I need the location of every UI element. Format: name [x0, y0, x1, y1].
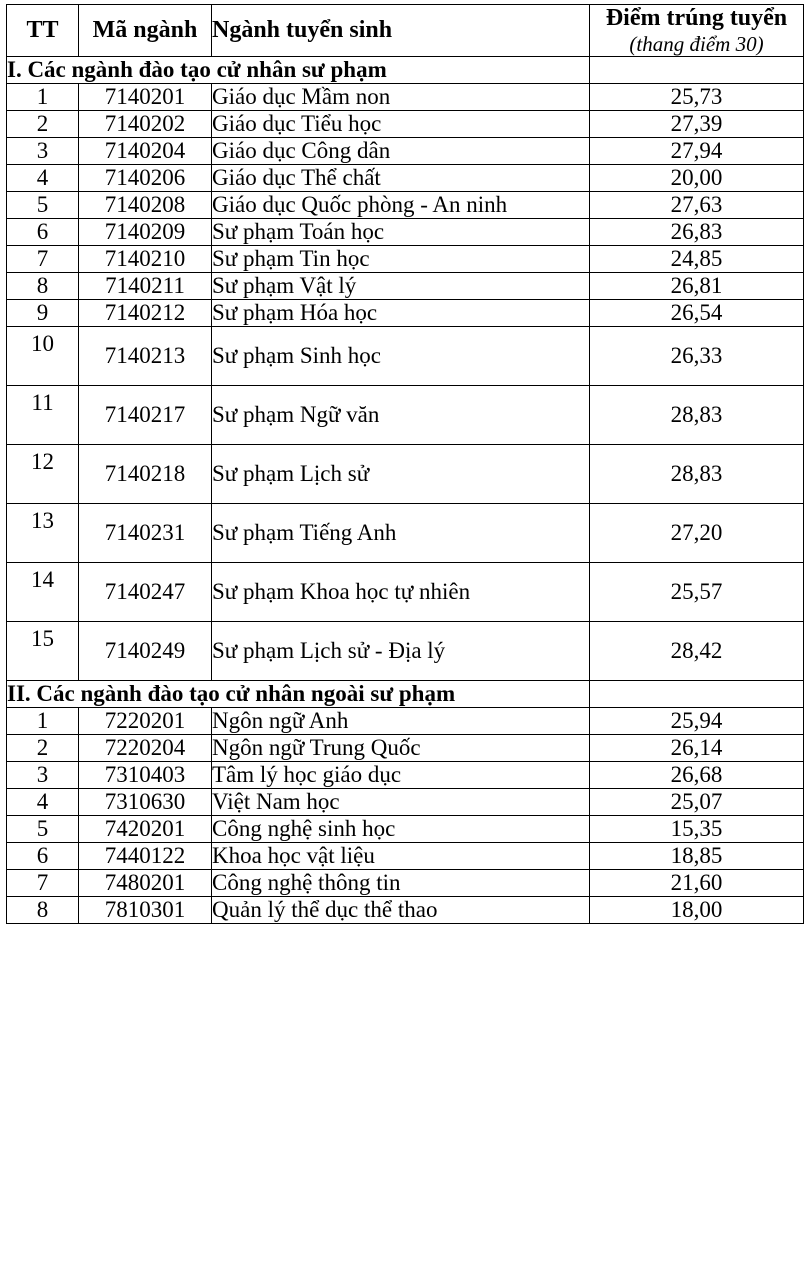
cell-major-code: 7440122 [79, 842, 212, 869]
cell-major-name: Ngôn ngữ Trung Quốc [212, 734, 590, 761]
cell-major-code: 7420201 [79, 815, 212, 842]
cell-major-name: Công nghệ sinh học [212, 815, 590, 842]
table-body [7, 56, 804, 923]
table-row [7, 788, 804, 815]
cell-major-name: Giáo dục Công dân [212, 137, 590, 164]
section-title: II. Các ngành đào tạo cử nhân ngoài sư phạm [7, 680, 590, 707]
table-header-row [7, 5, 804, 57]
table-row [7, 272, 804, 299]
cell-order-number: 1 [7, 83, 79, 110]
cell-order-number: 3 [7, 137, 79, 164]
table-row [7, 299, 804, 326]
cell-major-name: Giáo dục Thể chất [212, 164, 590, 191]
cell-major-code: 7140212 [79, 299, 212, 326]
cell-major-code: 7140210 [79, 245, 212, 272]
column-header-score [590, 5, 804, 57]
column-header-code: Mã ngành [79, 5, 212, 57]
admission-score-table [6, 4, 804, 924]
cell-order-number: 4 [7, 788, 79, 815]
cell-order-number: 6 [7, 218, 79, 245]
cell-major-code: 7140213 [79, 326, 212, 385]
cell-benchmark-score: 26,33 [590, 326, 804, 385]
cell-major-code: 7220204 [79, 734, 212, 761]
cell-order-number: 8 [7, 272, 79, 299]
column-header-score-sub: (thang điểm 30) [629, 31, 764, 56]
cell-benchmark-score: 26,68 [590, 761, 804, 788]
table-row [7, 621, 804, 680]
cell-major-code: 7140204 [79, 137, 212, 164]
cell-benchmark-score: 25,94 [590, 707, 804, 734]
cell-benchmark-score: 26,81 [590, 272, 804, 299]
cell-order-number: 11 [7, 385, 79, 444]
cell-major-code: 7140208 [79, 191, 212, 218]
table-row [7, 137, 804, 164]
cell-major-code: 7810301 [79, 896, 212, 923]
cell-major-name: Sư phạm Khoa học tự nhiên [212, 562, 590, 621]
table-row [7, 164, 804, 191]
cell-major-code: 7140247 [79, 562, 212, 621]
cell-benchmark-score: 28,83 [590, 444, 804, 503]
cell-order-number: 7 [7, 869, 79, 896]
cell-benchmark-score: 28,42 [590, 621, 804, 680]
table-row [7, 815, 804, 842]
cell-major-name: Công nghệ thông tin [212, 869, 590, 896]
cell-order-number: 5 [7, 815, 79, 842]
cell-benchmark-score: 25,73 [590, 83, 804, 110]
cell-order-number: 3 [7, 761, 79, 788]
cell-order-number: 8 [7, 896, 79, 923]
cell-major-code: 7140206 [79, 164, 212, 191]
cell-major-code: 7220201 [79, 707, 212, 734]
cell-order-number: 4 [7, 164, 79, 191]
cell-major-name: Sư phạm Vật lý [212, 272, 590, 299]
section-row [7, 56, 804, 83]
section-score-placeholder [590, 680, 804, 707]
cell-major-name: Sư phạm Sinh học [212, 326, 590, 385]
cell-major-name: Quản lý thể dục thể thao [212, 896, 590, 923]
table-row [7, 869, 804, 896]
cell-major-name: Việt Nam học [212, 788, 590, 815]
table-row [7, 110, 804, 137]
cell-order-number: 10 [7, 326, 79, 385]
section-title: I. Các ngành đào tạo cử nhân sư phạm [7, 56, 590, 83]
table-row [7, 503, 804, 562]
table-row [7, 245, 804, 272]
cell-order-number: 9 [7, 299, 79, 326]
table-row [7, 326, 804, 385]
section-row [7, 680, 804, 707]
table-row [7, 562, 804, 621]
table-row [7, 761, 804, 788]
cell-benchmark-score: 26,54 [590, 299, 804, 326]
table-row [7, 842, 804, 869]
cell-major-code: 7140209 [79, 218, 212, 245]
cell-major-name: Giáo dục Mầm non [212, 83, 590, 110]
cell-benchmark-score: 15,35 [590, 815, 804, 842]
cell-benchmark-score: 26,14 [590, 734, 804, 761]
table-row [7, 444, 804, 503]
cell-major-name: Khoa học vật liệu [212, 842, 590, 869]
cell-order-number: 14 [7, 562, 79, 621]
cell-major-name: Sư phạm Ngữ văn [212, 385, 590, 444]
cell-benchmark-score: 28,83 [590, 385, 804, 444]
cell-major-code: 7140201 [79, 83, 212, 110]
cell-benchmark-score: 25,07 [590, 788, 804, 815]
table-row [7, 218, 804, 245]
section-score-placeholder [590, 56, 804, 83]
cell-major-name: Sư phạm Toán học [212, 218, 590, 245]
cell-order-number: 6 [7, 842, 79, 869]
cell-benchmark-score: 27,94 [590, 137, 804, 164]
cell-benchmark-score: 27,20 [590, 503, 804, 562]
cell-major-code: 7480201 [79, 869, 212, 896]
table-row [7, 896, 804, 923]
cell-order-number: 15 [7, 621, 79, 680]
cell-order-number: 7 [7, 245, 79, 272]
table-row [7, 734, 804, 761]
cell-benchmark-score: 20,00 [590, 164, 804, 191]
column-header-score-main: Điểm trúng tuyển [605, 5, 788, 31]
cell-major-name: Sư phạm Tin học [212, 245, 590, 272]
column-header-name: Ngành tuyển sinh [212, 5, 590, 57]
cell-benchmark-score: 18,85 [590, 842, 804, 869]
table-header [7, 5, 804, 57]
cell-benchmark-score: 27,63 [590, 191, 804, 218]
cell-major-name: Sư phạm Lịch sử - Địa lý [212, 621, 590, 680]
cell-major-code: 7310630 [79, 788, 212, 815]
table-row [7, 83, 804, 110]
cell-benchmark-score: 26,83 [590, 218, 804, 245]
cell-major-code: 7140202 [79, 110, 212, 137]
cell-major-code: 7140249 [79, 621, 212, 680]
cell-benchmark-score: 25,57 [590, 562, 804, 621]
column-header-tt: TT [7, 5, 79, 57]
cell-major-code: 7140211 [79, 272, 212, 299]
cell-order-number: 2 [7, 110, 79, 137]
cell-major-name: Sư phạm Tiếng Anh [212, 503, 590, 562]
cell-major-name: Sư phạm Lịch sử [212, 444, 590, 503]
cell-major-name: Ngôn ngữ Anh [212, 707, 590, 734]
cell-major-name: Tâm lý học giáo dục [212, 761, 590, 788]
cell-benchmark-score: 21,60 [590, 869, 804, 896]
cell-order-number: 12 [7, 444, 79, 503]
cell-order-number: 5 [7, 191, 79, 218]
table-row [7, 385, 804, 444]
table-row [7, 707, 804, 734]
cell-major-name: Giáo dục Tiểu học [212, 110, 590, 137]
cell-major-code: 7140218 [79, 444, 212, 503]
cell-major-name: Sư phạm Hóa học [212, 299, 590, 326]
cell-order-number: 13 [7, 503, 79, 562]
table-row [7, 191, 804, 218]
cell-major-name: Giáo dục Quốc phòng - An ninh [212, 191, 590, 218]
cell-order-number: 2 [7, 734, 79, 761]
cell-major-code: 7310403 [79, 761, 212, 788]
cell-benchmark-score: 18,00 [590, 896, 804, 923]
cell-benchmark-score: 24,85 [590, 245, 804, 272]
cell-benchmark-score: 27,39 [590, 110, 804, 137]
cell-major-code: 7140231 [79, 503, 212, 562]
cell-order-number: 1 [7, 707, 79, 734]
cell-major-code: 7140217 [79, 385, 212, 444]
